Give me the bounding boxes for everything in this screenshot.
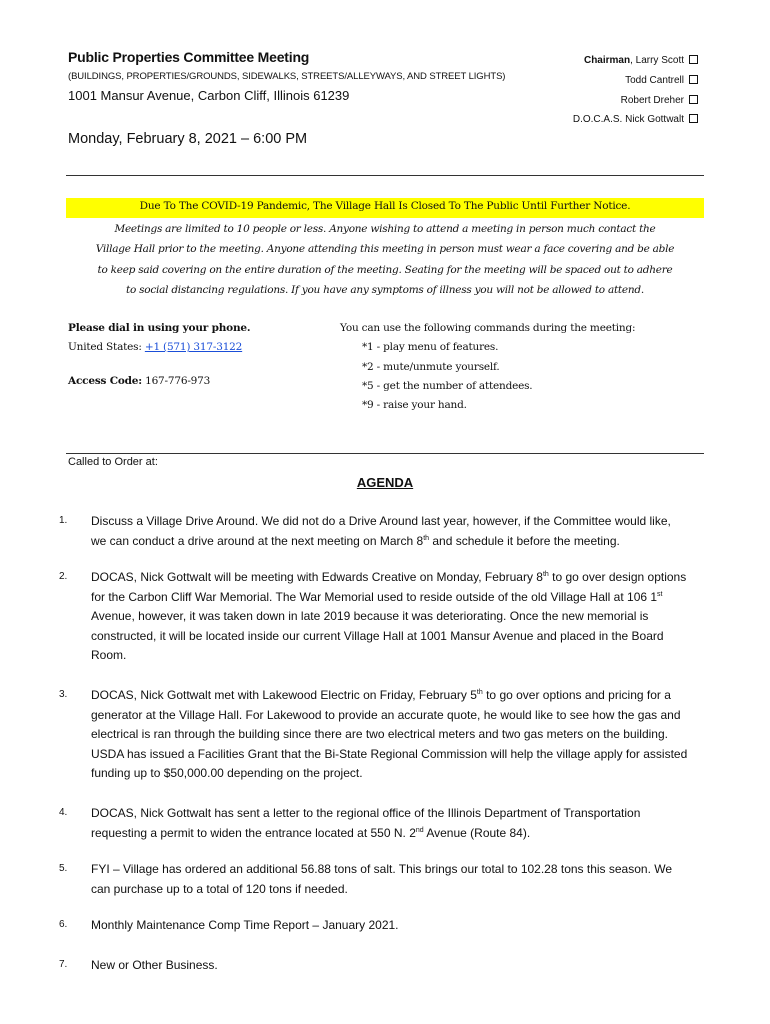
- agenda-line: Avenue, however, it was taken down in late 2019 because it was deteriorating. Once the new memorial is: [91, 609, 649, 624]
- agenda-line: DOCAS, Nick Gottwalt met with Lakewood Electric on Friday, February 5th to go over options and pricing for a: [91, 688, 671, 702]
- agenda-line: DOCAS, Nick Gottwalt has sent a letter to the regional office of the Illinois Department of Transportation: [91, 806, 641, 820]
- command-item: *2 - mute/unmute yourself.: [362, 360, 500, 373]
- agenda-line: generator at the Village Hall. For Lakewood to provide an accurate quote, he would like to see how the gas and: [91, 707, 681, 722]
- member-role: Chairman: [583, 55, 631, 66]
- meeting-address: 1001 Mansur Avenue, Carbon Cliff, Illinois 61239: [68, 88, 350, 103]
- checkbox-icon: [689, 114, 698, 123]
- agenda-line: electrical is ran through the building since there are two electrical meters and two gas meters on the building.: [91, 727, 668, 742]
- agenda-item-text: [91, 804, 702, 843]
- command-item: *5 - get the number of attendees.: [362, 379, 533, 392]
- agenda-line: New or Other Business.: [91, 958, 218, 972]
- agenda-line: can purchase up to a total of 120 tons if needed.: [91, 881, 348, 896]
- command-item: *1 - play menu of features.: [362, 341, 499, 354]
- member-nick-gottwalt: [573, 110, 698, 130]
- agenda-item-number: 5.: [59, 863, 68, 874]
- access-code-value: 167-776-973: [141, 375, 211, 387]
- agenda-line: USDA has issued a Facilities Grant that the Bi-State Regional Commission will help the village apply for assisted: [91, 746, 688, 761]
- member-name: Todd Cantrell: [625, 74, 684, 86]
- access-code-label: Access Code:: [68, 375, 142, 387]
- agenda-item-number: 6.: [59, 919, 68, 930]
- covid-headline: Due To The COVID-19 Pandemic, The Village Hall Is Closed To The Public Until Further Notice.: [139, 200, 631, 212]
- divider-top: [66, 175, 704, 176]
- divider-bottom: [66, 453, 704, 454]
- agenda-item-number: 3.: [59, 689, 68, 700]
- ordinal-suffix: th: [542, 571, 549, 578]
- member-chairman: [573, 51, 698, 71]
- commands-intro: You can use the following commands during the meeting:: [340, 322, 636, 334]
- agenda-item-number: 4.: [59, 807, 68, 818]
- agenda-line: funding up to $50,000.00 depending on the project.: [91, 766, 363, 781]
- agenda-item-number: 2.: [59, 571, 68, 582]
- meeting-subtitle: (BUILDINGS, PROPERTIES/GROUNDS, SIDEWALKS, STREETS/ALLEYWAYS, AND STREET LIGHTS): [68, 71, 506, 82]
- member-name: D.O.C.A.S. Nick Gottwalt: [572, 114, 684, 126]
- agenda-line: DOCAS, Nick Gottwalt will be meeting with Edwards Creative on Monday, February 8th to go over design options: [91, 570, 687, 584]
- ordinal-suffix: st: [657, 590, 663, 598]
- agenda-item-text: [91, 956, 702, 976]
- agenda-line: FYI – Village has ordered an additional 56.88 tons of salt. This brings our total to 102.28 tons this season. We: [91, 862, 673, 876]
- checkbox-icon: [689, 75, 698, 84]
- member-name: Robert Dreher: [620, 94, 684, 106]
- agenda-line: for the Carbon Cliff War Memorial. The War Memorial used to reside outside of the old Village Hall at 106 1st: [91, 589, 663, 604]
- notice-line: Meetings are limited to 10 people or less. Anyone wishing to attend a meeting in person much contact the: [114, 223, 656, 235]
- agenda-item-text: [91, 568, 702, 666]
- agenda-item-text: [91, 512, 702, 551]
- member-todd-cantrell: [573, 71, 698, 91]
- ordinal-suffix: th: [423, 534, 430, 542]
- command-item: *9 - raise your hand.: [362, 399, 467, 412]
- agenda-line: Discuss a Village Drive Around. We did not do a Drive Around last year, however, if the Committee would like,: [91, 514, 671, 528]
- notice-line: to keep said covering on the entire duration of the meeting. Seating for the meeting will be spaced out to adhere: [97, 263, 673, 276]
- checkbox-icon: [689, 55, 698, 64]
- agenda-title: AGENDA: [356, 475, 414, 490]
- dial-in-heading: Please dial in using your phone.: [68, 322, 251, 334]
- notice-line: to social distancing regulations. If you have any symptoms of illness you will not be allowed to attend.: [126, 283, 644, 296]
- ordinal-suffix: th: [476, 689, 483, 696]
- agenda-item-number: 1.: [59, 515, 68, 526]
- meeting-date: Monday, February 8, 2021 – 6:00 PM: [68, 131, 308, 147]
- dial-in-country: United States:: [68, 341, 145, 353]
- phone-link[interactable]: +1 (571) 317-3122: [144, 341, 243, 353]
- dial-in-info: [68, 319, 250, 357]
- covid-notice: [66, 219, 704, 300]
- agenda-line: Monthly Maintenance Comp Time Report – January 2021.: [91, 918, 399, 932]
- agenda-item-text: [91, 686, 702, 784]
- called-to-order: Called to Order at:: [68, 456, 158, 468]
- agenda-line: Room.: [91, 648, 127, 663]
- committee-members: [573, 51, 698, 130]
- agenda-item-text: [91, 916, 702, 936]
- agenda-line: we can conduct a drive around at the next meeting on March 8th and schedule it before the meeting.: [91, 533, 620, 548]
- ordinal-suffix: nd: [415, 826, 424, 834]
- meeting-title: Public Properties Committee Meeting: [68, 49, 310, 65]
- notice-line: Village Hall prior to the meeting. Anyone attending this meeting in person must wear a face covering and be able: [95, 243, 675, 256]
- agenda-line: requesting a permit to widen the entrance located at 550 N. 2nd Avenue (Route 84).: [91, 825, 531, 840]
- checkbox-icon: [689, 95, 698, 104]
- agenda-item-text: [91, 860, 702, 899]
- access-code: [68, 375, 210, 387]
- phone-commands: [340, 319, 635, 415]
- member-name: , Larry Scott: [630, 55, 684, 66]
- agenda-item-number: 7.: [59, 959, 68, 970]
- member-robert-dreher: [573, 91, 698, 111]
- agenda-line: constructed, it will be located inside our current Village Hall at 1001 Mansur Avenue and placed in the Board: [91, 628, 664, 643]
